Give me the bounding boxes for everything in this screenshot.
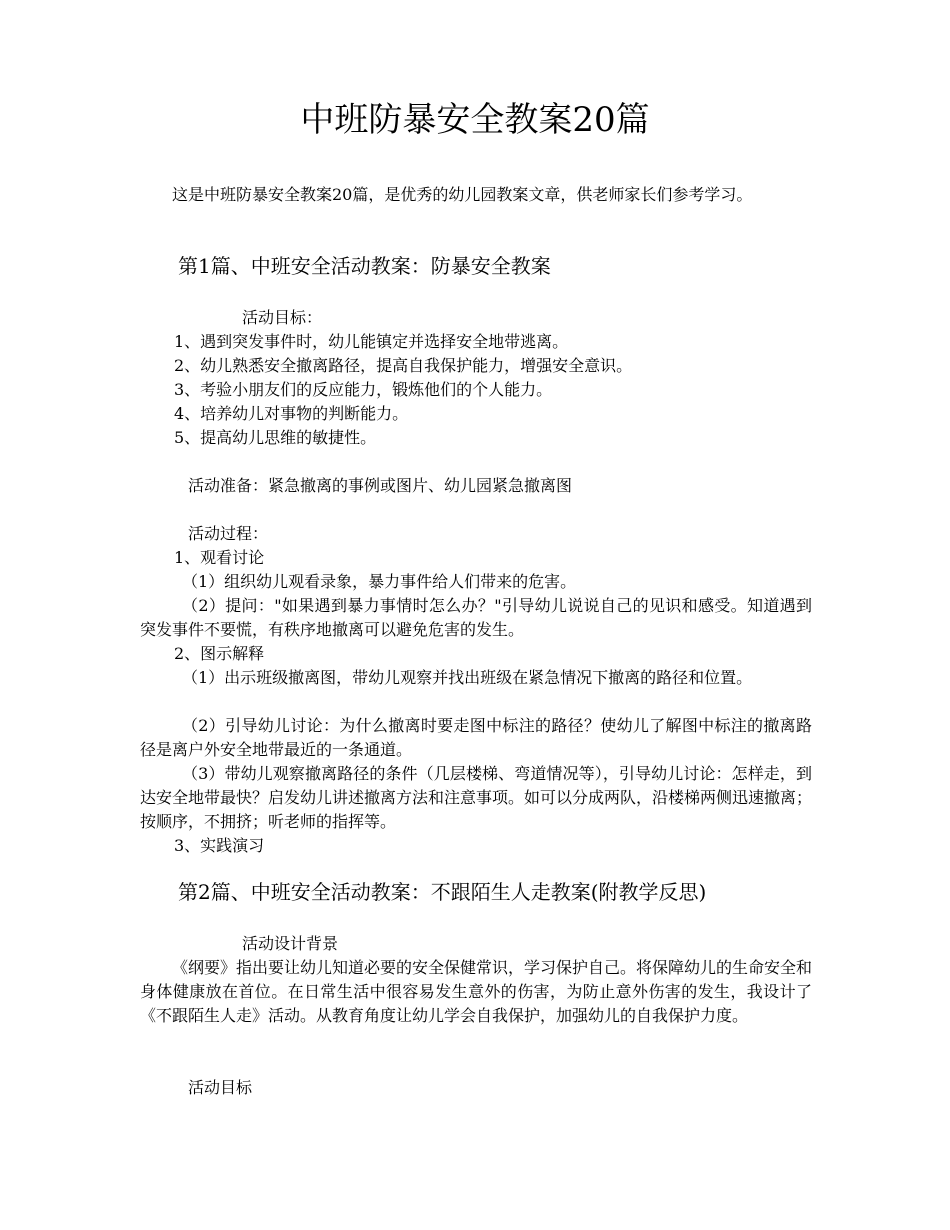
article1-step-1a: （1）组织幼儿观看录象，暴力事件给人们带来的危害。 [182,572,577,591]
article1-heading: 第1篇、中班安全活动教案：防暴安全教案 [178,254,551,278]
article2-background-label: 活动设计背景 [242,934,339,953]
article1-step-1: 1、观看讨论 [174,548,265,567]
intro-paragraph: 这是中班防暴安全教案20篇，是优秀的幼儿园教案文章，供老师家长们参考学习。 [172,185,753,204]
article1-preparation: 活动准备：紧急撤离的事例或图片、幼儿园紧急撤离图 [188,476,573,495]
article1-step-2a: （1）出示班级撤离图，带幼儿观察并找出班级在紧急情况下撤离的路径和位置。 [182,668,753,687]
article1-goal-3: 3、考验小朋友们的反应能力，锻炼他们的个人能力。 [174,380,553,399]
article2-background: 《纲要》指出要让幼儿知道必要的安全保健常识，学习保护自己。将保障幼儿的生命安全和身体健康放在首位。在日常生活中很容易发生意外的伤害，为防止意外伤害的发生，我设计了《不跟陌生人走》活动。从教育角度让幼儿学会自我保护，加强幼儿的自我保护力度。 [140,958,813,1025]
article1-goal-2: 2、幼儿熟悉安全撤离路径，提高自我保护能力，增强安全意识。 [174,356,633,375]
article1-process-label: 活动过程： [188,524,269,543]
article1-goal-label: 活动目标： [242,308,323,327]
document-title: 中班防暴安全教案20篇 [300,100,650,140]
article1-step-3: 3、实践演习 [174,836,265,855]
article1-step-1b: （2）提问："如果遇到暴力事情时怎么办？"引导幼儿说说自己的见识和感受。知道遇到突发事件不要慌，有秩序地撤离可以避免危害的发生。 [140,596,812,639]
article2-goal-label: 活动目标 [188,1078,253,1097]
article1-step-2: 2、图示解释 [174,644,265,663]
article1-goal-5: 5、提高幼儿思维的敏捷性。 [174,428,377,447]
article1-step-2b: （2）引导幼儿讨论：为什么撤离时要走图中标注的路径？使幼儿了解图中标注的撤离路径是离户外安全地带最近的一条通道。 [140,716,812,759]
article1-goal-4: 4、培养幼儿对事物的判断能力。 [174,404,409,423]
article1-step-2c: （3）带幼儿观察撤离路径的条件（几层楼梯、弯道情况等），引导幼儿讨论：怎样走，到达安全地带最快？启发幼儿讲述撤离方法和注意事项。如可以分成两队，沿楼梯两侧迅速撤离；按顺序，不拥挤；听老师的指挥等。 [140,764,813,831]
article2-heading: 第2篇、中班安全活动教案：不跟陌生人走教案(附教学反思) [178,880,707,904]
article1-goal-1: 1、遇到突发事件时，幼儿能镇定并选择安全地带逃离。 [174,332,569,351]
